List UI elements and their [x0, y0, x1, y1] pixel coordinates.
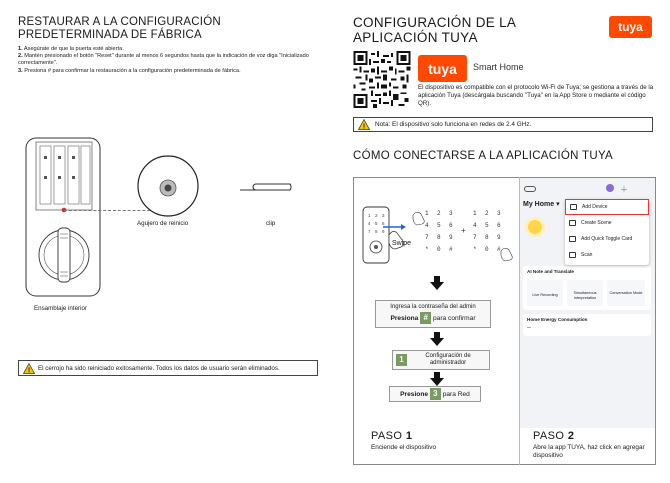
paso2-title: PASO 2: [533, 430, 575, 442]
warning-icon: [358, 119, 370, 130]
flow-admin-config: [392, 350, 490, 370]
svg-text:3: 3: [449, 210, 453, 217]
svg-text:8: 8: [437, 234, 441, 241]
svg-text:4: 4: [473, 222, 477, 229]
svg-text:2: 2: [437, 210, 441, 217]
hash-key-badge: #: [420, 312, 431, 324]
svg-text:0: 0: [437, 246, 441, 253]
flow-network: [389, 386, 481, 402]
svg-text:9: 9: [382, 229, 385, 234]
svg-text:*: *: [425, 246, 429, 253]
energy-value: --: [527, 325, 531, 331]
svg-text:5: 5: [485, 222, 489, 229]
assistant-icon[interactable]: [606, 184, 614, 192]
flow-network-label: para Red: [442, 390, 470, 398]
network-note: [353, 117, 653, 132]
live-recording-tile[interactable]: Live Recording: [527, 280, 563, 306]
arrow-down-icon: [430, 332, 444, 346]
svg-text:6: 6: [382, 221, 385, 226]
svg-text:!: !: [27, 367, 31, 374]
device-icon: [570, 204, 577, 210]
network-note-text: Nota: El dispositivo solo funciona en redes de 2.4 GHz.: [375, 121, 532, 128]
add-menu: [565, 199, 649, 265]
menu-scan[interactable]: Scan: [565, 247, 649, 263]
ai-card-title: AI Note and Translate: [527, 269, 574, 274]
scan-icon: [569, 252, 576, 258]
svg-text:7: 7: [425, 234, 429, 241]
svg-text:1: 1: [473, 210, 477, 217]
svg-text:6: 6: [449, 222, 453, 229]
tuya-app-logo: tuya: [418, 55, 467, 82]
reset-warning: [18, 360, 318, 376]
svg-text:*: *: [473, 246, 477, 253]
reset-steps: [18, 46, 318, 75]
menu-add-toggle[interactable]: Add Quick Toggle Card: [565, 231, 649, 247]
svg-text:+: +: [461, 226, 466, 235]
step-one-badge: 1: [396, 354, 407, 366]
paso2-subtitle: Abre la app TUYA, haz click en agregar dispositivo: [533, 444, 645, 459]
flow-admin-password: [375, 300, 491, 328]
svg-text:0: 0: [485, 246, 489, 253]
svg-text:9: 9: [497, 234, 501, 241]
arrow-down-icon: [430, 372, 444, 386]
menu-add-device[interactable]: Add Device: [565, 199, 649, 215]
home-selector[interactable]: My Home ▾: [523, 201, 560, 208]
tuya-description: El dispositivo es compatible con el protocolo Wi-Fi de Tuya; se gestiona a través de la aplicación Tuya (descárgala buscando "Tuya" en la App Store o mediante el código QR).: [418, 84, 654, 107]
svg-text:#: #: [497, 246, 501, 253]
svg-text:4: 4: [368, 221, 371, 226]
warning-icon: [23, 363, 35, 374]
ai-card: [523, 266, 651, 310]
interior-lock-illustration: [22, 132, 104, 302]
flow-press-label: Presiona: [390, 315, 419, 322]
svg-text:1: 1: [425, 210, 429, 217]
svg-text:4: 4: [425, 222, 429, 229]
qr-code: [353, 51, 411, 108]
step-three-badge: 3: [430, 388, 441, 400]
tuya-setup-title: CONFIGURACIÓN DE LA APLICACIÓN TUYA: [353, 15, 516, 45]
svg-text:7: 7: [368, 229, 371, 234]
clip-icon: [238, 182, 300, 198]
reset-hole-zoom: [136, 154, 200, 218]
connect-title: CÓMO CONECTARSE A LA APLICACIÓN TUYA: [353, 150, 614, 162]
svg-text:!: !: [362, 123, 366, 130]
svg-text:3: 3: [497, 210, 501, 217]
svg-text:5: 5: [437, 222, 441, 229]
svg-text:7: 7: [473, 234, 477, 241]
svg-text:9: 9: [449, 234, 453, 241]
interior-label: Ensamblaje interior: [34, 305, 87, 312]
energy-card[interactable]: [523, 314, 651, 336]
weather-sun-icon: [528, 220, 542, 234]
energy-title: Home Energy Consumption: [527, 317, 588, 322]
svg-text:8: 8: [485, 234, 489, 241]
toggle-card-icon: [569, 236, 576, 242]
svg-text:#: #: [449, 246, 453, 253]
svg-text:5: 5: [375, 221, 378, 226]
flow-confirm-label: para confirmar: [433, 315, 476, 322]
cloud-icon: [524, 186, 536, 192]
svg-text:2: 2: [485, 210, 489, 217]
svg-text:8: 8: [375, 229, 378, 234]
svg-text:2: 2: [375, 213, 378, 218]
reset-step-2: 2. Mantén presionado el botón "Reset" durante al menos 6 segundos hasta que la indicación de voz diga "Inicializado correctamente".: [18, 53, 309, 67]
tuya-logo-badge: tuya: [609, 16, 652, 38]
scene-icon: [569, 220, 576, 226]
interpretation-tile[interactable]: Simultaneous Interpretation: [567, 280, 603, 306]
flow-press3-label: Presione: [400, 390, 429, 398]
clip-label: clip: [266, 220, 276, 227]
svg-text:3: 3: [382, 213, 385, 218]
flow-admin-config-text: Configuración de administrador: [425, 353, 471, 366]
svg-text:6: 6: [497, 222, 501, 229]
add-icon[interactable]: ＋: [620, 185, 628, 194]
swipe-label: Swipe: [392, 240, 412, 247]
arrow-down-icon: [430, 276, 444, 290]
reset-title: RESTAURAR A LA CONFIGURACIÓN PREDETERMINADA DE FÁBRICA: [18, 16, 221, 41]
paso1-title: PASO 1: [371, 430, 413, 442]
svg-text:1: 1: [368, 213, 371, 218]
smart-home-label: Smart Home: [473, 62, 524, 72]
flow-admin-password-line1: Ingresa la contraseña del admin: [390, 304, 476, 310]
reset-step-1: 1. Asegúrate de que la puerta esté abierta.: [18, 46, 124, 52]
paso1-subtitle: Enciende el dispositivo: [371, 444, 437, 451]
keypad-swipe-illustration: [361, 205, 516, 275]
menu-create-scene[interactable]: Create Scene: [565, 215, 649, 231]
reset-hole-label: Agujero de reinicio: [137, 220, 189, 227]
reset-warning-text: El cerrojo ha sido reiniciado exitosamente. Todos los datos de usuario serán eliminados.: [38, 364, 280, 372]
conversation-tile[interactable]: Conversation Mode: [607, 280, 645, 306]
reset-step-3: 3. Presiona # para confirmar la restauración a la configuración predeterminada de fábrica.: [18, 67, 241, 74]
